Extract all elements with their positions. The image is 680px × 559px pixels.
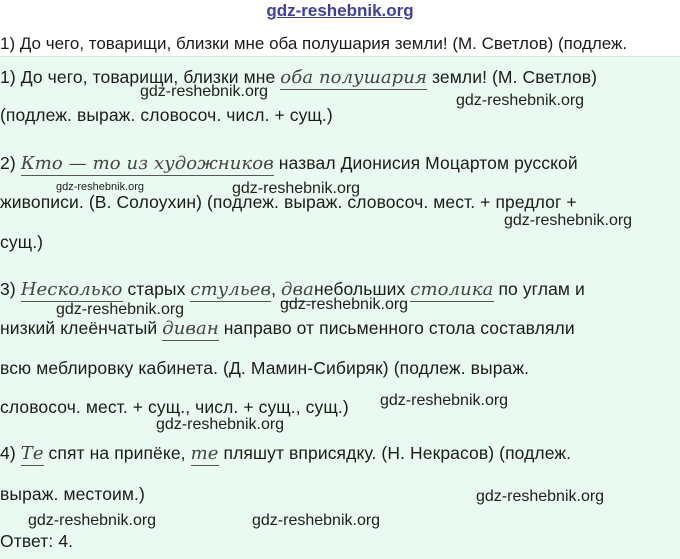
watermark: gdz-reshebnik.org bbox=[156, 416, 285, 433]
item-3-line-4: словосоч. мест. + сущ., числ. + сущ., сущ.) bbox=[0, 397, 349, 417]
answer-panel bbox=[0, 56, 680, 559]
item-4-subject-2: те bbox=[190, 443, 219, 464]
watermark: gdz-reshebnik.org bbox=[232, 180, 361, 197]
item-2-line-3: сущ.) bbox=[0, 232, 44, 252]
item-3-subject-5: диван bbox=[162, 318, 219, 339]
item-3-line-3: всю меблировку кабинета. (Д. Мамин-Сибиряк) (подлеж. выраж. bbox=[0, 358, 530, 378]
watermark: gdz-reshebnik.org bbox=[28, 512, 157, 529]
watermark: gdz-reshebnik.org bbox=[476, 488, 605, 505]
watermark: gdz-reshebnik.org bbox=[56, 301, 185, 318]
item-3-subject-4: столика bbox=[410, 279, 494, 300]
item-1-line-2: (подлеж. выраж. словосоч. числ. + сущ.) bbox=[0, 105, 333, 125]
item-1-subject: оба полушария bbox=[280, 67, 428, 88]
watermark: gdz-reshebnik.org bbox=[380, 392, 509, 409]
watermark: gdz-reshebnik.org bbox=[504, 212, 633, 229]
item-4-subject-1: Те bbox=[20, 443, 44, 464]
item-2-subject: Кто — то из художников bbox=[20, 153, 274, 174]
watermark: gdz-reshebnik.org bbox=[56, 181, 145, 193]
item-2-line-1: 2) Кто — то из художников назвал Дионисия Моцартом русской bbox=[0, 153, 578, 174]
item-4-line-2: выраж. местоим.) bbox=[0, 484, 145, 504]
item-1-line-1: 1) До чего, товарищи, близки мне оба полушария земли! (М. Светлов) bbox=[0, 67, 598, 88]
site-link[interactable]: gdz-reshebnik.org bbox=[266, 1, 414, 20]
answer-line: Ответ: 4. bbox=[0, 531, 74, 551]
watermark: gdz-reshebnik.org bbox=[280, 296, 409, 313]
site-header bbox=[0, 0, 680, 26]
item-4-line-1: 4) Те спят на припёке, те пляшут вприсядку. (Н. Некрасов) (подлеж. bbox=[0, 443, 572, 464]
item-3-subject-3: два bbox=[281, 279, 314, 300]
item-3-subject-2: стульев bbox=[190, 279, 272, 300]
item-3-subject-1: Несколько bbox=[20, 279, 123, 300]
watermark: gdz-reshebnik.org bbox=[456, 92, 585, 109]
item-2-line-2: живописи. (В. Солоухин) (подлеж. выраж. словосоч. мест. + предлог + bbox=[0, 192, 577, 212]
intro-line: 1) До чего, товарищи, близки мне оба полушария земли! (М. Светлов) (подлеж. bbox=[0, 34, 628, 53]
item-3-line-1: 3) Несколько старых стульев, дванебольших столика по углам и bbox=[0, 279, 585, 300]
watermark: gdz-reshebnik.org bbox=[140, 83, 269, 100]
watermark: gdz-reshebnik.org bbox=[252, 512, 381, 529]
item-3-line-2: низкий клеёнчатый диван направо от письменного стола составляли bbox=[0, 318, 575, 339]
